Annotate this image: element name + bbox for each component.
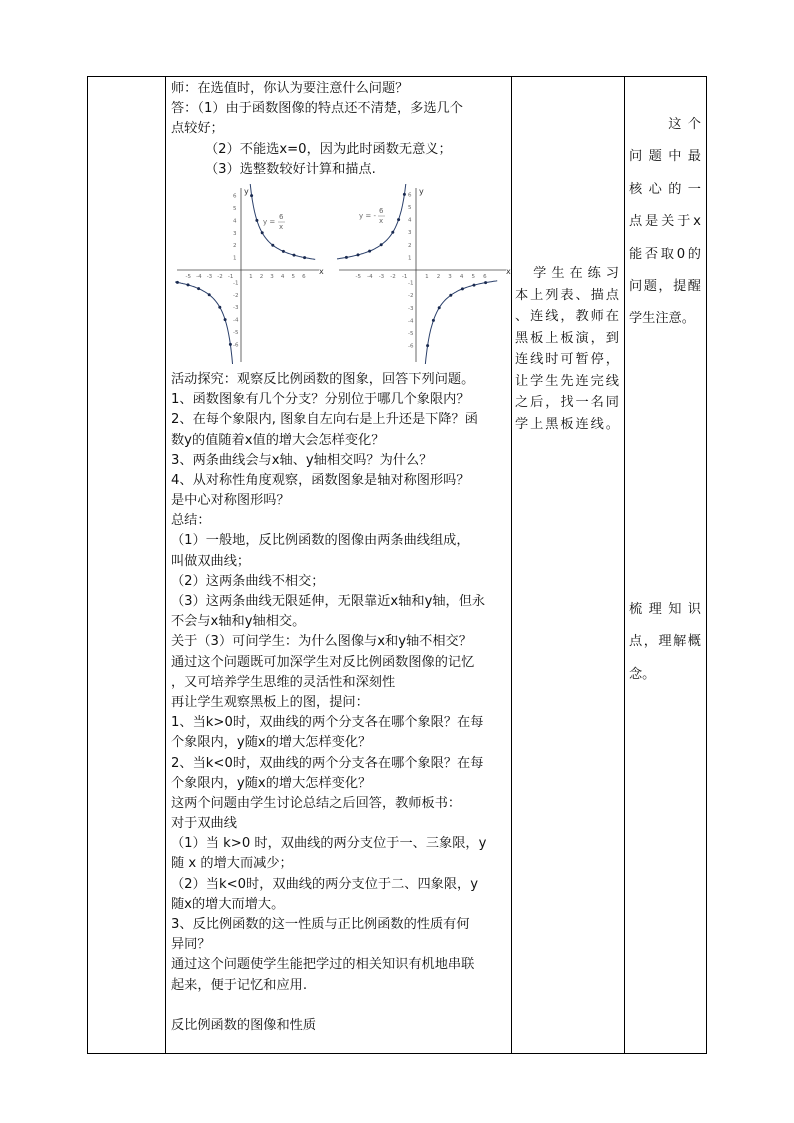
data-point [250,194,253,197]
function-label [359,207,385,225]
graph-y-neg6-over-x [337,184,512,364]
data-point [218,306,221,309]
text-line: 关于（3）可问学生：为什么图像与x和y轴不相交？ [171,634,472,650]
text-line: 叫做双曲线； [171,553,251,569]
y-tick-label: 2 [408,242,412,249]
x-axis-label: x [319,266,324,276]
text-line: 反比例函数的图像和性质 [171,1017,317,1033]
data-point [187,283,190,286]
text-line: 梳理知识 [629,601,701,617]
text-line: ，又可培养学生思维的灵活性和深刻性 [171,674,396,690]
x-tick-label: -4 [196,273,202,280]
x-tick-label: -3 [378,273,385,280]
x-tick-label: 2 [259,273,264,280]
text-line: 念。 [629,666,656,682]
data-point [208,293,211,296]
text-line: 数y的值随着x值的增大会怎样变化？ [171,432,385,448]
y-tick-label: -6 [233,342,239,349]
x-tick-label: -5 [355,273,361,280]
data-point [484,281,487,284]
label-denominator: x [379,216,384,225]
y-tick-label: -3 [408,305,414,312]
label-numerator: 6 [279,212,284,221]
data-point [303,256,306,259]
y-tick-label: 3 [408,230,412,237]
text-line: 3、两条曲线会与x轴、y轴相交吗？为什么？ [171,452,433,468]
x-tick-label: -2 [217,273,223,280]
text-line: 连线时可暂停， [515,352,619,367]
data-point [473,284,476,287]
col-divider-3 [624,77,625,1053]
y-tick-label: 3 [233,230,237,237]
data-point [380,243,383,246]
data-point [282,250,285,253]
lesson-table [87,76,707,1054]
data-point [391,231,394,234]
y-tick-label: -2 [408,293,414,300]
hyperbola-graphs [171,184,511,364]
x-tick-label: -1 [227,273,234,280]
y-tick-label: -1 [233,280,239,287]
y-tick-label: 4 [233,218,237,225]
text-line: 起来，便于记忆和应用. [171,977,308,993]
text-line [171,996,511,1016]
y-tick-label: 6 [408,192,412,199]
text-line: 能否取0的 [629,246,701,262]
label-prefix: y = - [359,211,376,220]
y-tick-label: -6 [408,343,414,350]
x-tick-label: 4 [459,273,464,280]
y-tick-label: -4 [233,317,239,324]
text-line: 4、从对称性角度观察，函数图象是轴对称图形吗？ [171,472,470,488]
text-line: 核心的一 [629,181,701,197]
text-line: （1）一般地，反比例函数的图像由两条曲线组成， [171,533,470,549]
data-point [176,281,179,284]
x-axis-label: x [506,266,511,276]
text-line: 再让学生观察黑板上的图，提问： [171,694,369,710]
text-line: 本上列表、描点 [515,287,619,303]
x-tick-label: -1 [401,273,408,280]
data-point [438,306,441,309]
text-line: （2）不能选x=0，因为此时函数无意义； [205,141,452,157]
x-tick-label: 3 [270,273,274,280]
x-tick-label: -3 [206,273,213,280]
text-line: 异同？ [171,937,211,953]
data-point [345,256,348,259]
text-line: 总结： [171,513,211,529]
data-point [261,231,264,234]
x-tick-label: -4 [367,273,373,280]
y-tick-label: -5 [233,329,239,336]
y-tick-label: 6 [233,193,237,200]
x-tick-label: 5 [471,273,475,280]
y-tick-label: -4 [408,318,414,325]
y-tick-label: -5 [408,330,414,337]
text-line: 活动探究：观察反比例函数的图象，回答下列问题。 [171,371,475,387]
data-point [229,343,232,346]
text-line: 学上黑板连线。 [515,416,619,432]
x-tick-label: 1 [249,273,253,280]
y-tick-label: 1 [408,255,412,262]
text-line: 这个 [629,117,701,132]
text-line: （3）这两条曲线无限延伸，无限靠近x轴和y轴，但永 [171,594,486,609]
y-tick-label: -2 [233,292,239,299]
data-point [426,344,429,347]
text-line: 1、函数图象有几个分支？分别位于哪几个象限内？ [171,392,470,408]
text-line: 师：在选值时，你认为要注意什么问题？ [171,81,409,96]
data-point [255,219,258,222]
text-line: （1）当 k>0 时，双曲线的两分支位于一、三象限，y [171,836,487,852]
y-tick-label: 2 [233,243,237,250]
text-line: 点较好； [171,121,224,137]
label-numerator: 6 [379,206,384,215]
y-tick-label: 4 [408,217,412,224]
data-point [224,318,227,321]
y-axis-label: y [419,186,424,196]
function-label [263,213,285,231]
y-tick-label: -3 [233,305,239,312]
y-tick-label: 5 [408,204,412,211]
text-line: 学生注意。 [629,311,695,327]
text-line: 点，理解概 [629,634,701,650]
data-point [368,250,371,253]
text-line: 、连线，教师在 [515,309,619,324]
text-line: 之后，找一名同 [515,395,619,410]
data-point [271,244,274,247]
text-line: 不会与x轴和y轴相交。 [171,614,306,630]
hyperbola-branch [425,281,498,364]
hyperbola-branch [249,184,315,259]
x-tick-label: 6 [483,273,487,280]
data-point [357,253,360,256]
x-tick-label: -2 [390,273,396,280]
x-tick-label: -5 [185,273,191,280]
label-prefix: y = [263,217,276,226]
text-line: 让学生先连完线 [515,373,619,389]
text-line: 通过这个问题既可加深学生对反比例函数图像的记忆 [171,654,475,670]
graph-y-6-over-x [175,184,325,364]
data-point [197,287,200,290]
text-line: 1、当k>0时，双曲线的两个分支各在哪个象限？在每 [171,715,484,731]
text-line: （3）选整数较好计算和描点. [205,161,376,177]
text-line: 通过这个问题使学生能把学过的相关知识有机地串联 [171,957,475,973]
text-line: 对于双曲线 [171,816,237,832]
x-tick-label: 5 [291,273,295,280]
label-denominator: x [279,222,284,231]
x-tick-label: 4 [280,273,285,280]
text-line: 3、反比例函数的这一性质与正比例函数的性质有何 [171,917,470,932]
hyperbola-branch [175,281,233,364]
y-tick-label: 1 [233,255,237,262]
text-line: 黑板上板演，到 [515,330,619,346]
text-line: 随 x 的增大而减少； [171,856,293,872]
text-line: 问题中最 [629,149,701,165]
x-tick-label: 3 [448,273,452,280]
text-line: 答：（1）由于函数图像的特点还不清楚，多选几个 [171,101,463,117]
col-divider-1 [165,77,166,1053]
text-line: 问题，提醒 [629,278,701,294]
data-point [293,254,296,257]
text-line: 个象限内，y随x的增大怎样变化？ [171,775,372,791]
data-point [397,218,400,221]
y-tick-label: -1 [408,280,414,287]
student-activity-column [515,263,619,435]
text-line: 2、在每个象限内, 图象自左向右是上升还是下降？函 [171,412,478,428]
text-line: 学生在练习 [515,266,619,281]
x-tick-label: 6 [302,273,306,280]
data-point [449,294,452,297]
teaching-content-column [171,79,511,1036]
text-line: 这两个问题由学生讨论总结之后回答，教师板书： [171,795,462,811]
data-point [403,193,406,196]
y-axis-label: y [244,186,249,196]
text-line: 个象限内，y随x的增大怎样变化？ [171,735,372,751]
text-line: （2）当k<0时，双曲线的两分支位于二、四象限，y [171,876,479,892]
x-tick-label: 1 [425,273,429,280]
data-point [432,319,435,322]
y-tick-label: 5 [233,205,237,212]
text-line: 2、当k<0时，双曲线的两个分支各在哪个象限？在每 [171,755,484,771]
hyperbola-branch [337,184,407,259]
text-line: 是中心对称图形吗？ [171,493,290,509]
text-line: 随x的增大而增大。 [171,896,285,912]
x-tick-label: 2 [436,273,441,280]
design-intent-column [629,109,701,691]
data-point [461,287,464,290]
text-line: （2）这两条曲线不相交； [171,573,325,589]
text-line: 点是关于x [629,214,701,230]
